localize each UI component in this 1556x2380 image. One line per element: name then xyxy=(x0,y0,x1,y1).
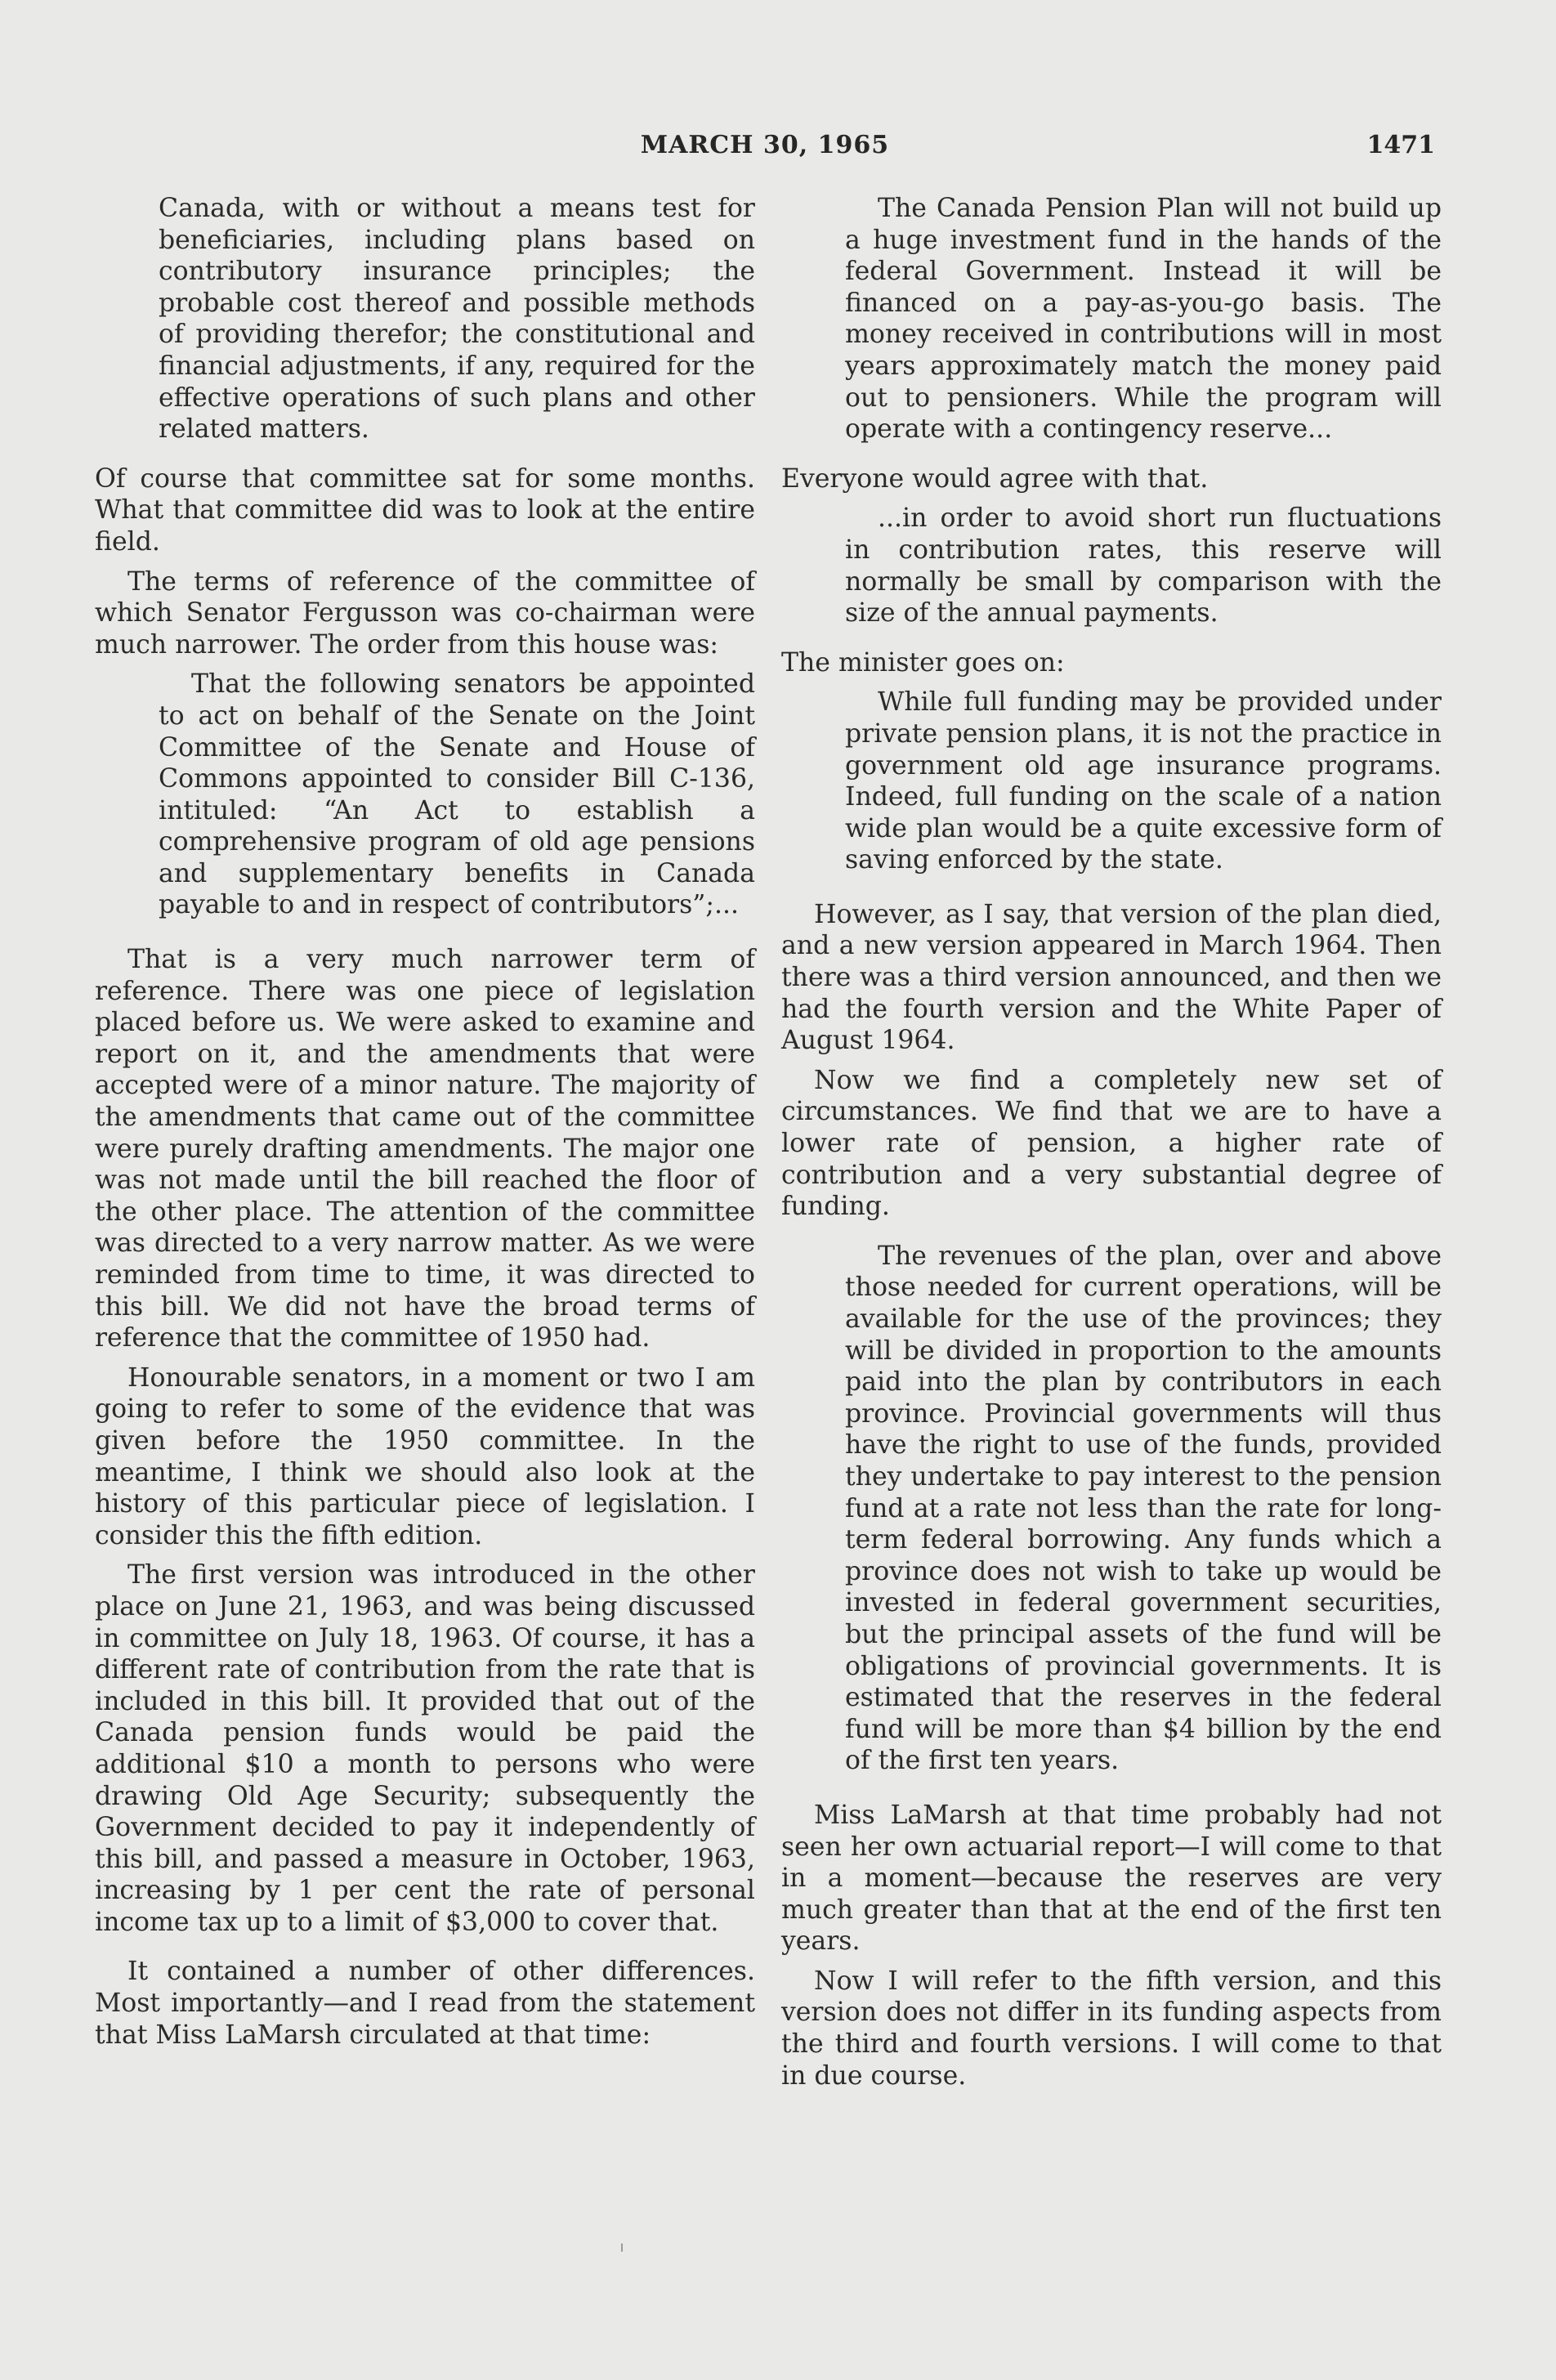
quote-paragraph: That the following senators be appointed to act on behalf of the Senate on the Joint Committee of the Senate and House of Commons appointed to consider Bill C-136, intituled: “An Act to establish a comprehensive program of old age pensions and supplementary benefits in Canada payable to and in respect of contributors”;... xyxy=(159,669,755,920)
body-paragraph: Now we find a completely new set of circumstances. We find that we are to have a lower rate of pension, a higher rate of contribution and a very substantial degree of funding. xyxy=(781,1065,1442,1222)
body-paragraph: Miss LaMarsh at that time probably had not seen her own actuarial report—I will come to that in a moment—because the reserves are very much greater than that at the end of the first ten years. xyxy=(781,1800,1442,1957)
quote-paragraph: ...in order to avoid short run fluctuations in contribution rates, this reserve will normally be small by comparison with the size of the annual payments. xyxy=(845,503,1442,629)
body-paragraph: It contained a number of other differences. Most importantly—and I read from the statement that Miss LaMarsh circulated at that time: xyxy=(95,1957,755,2050)
body-paragraph: The minister goes on: xyxy=(781,647,1065,678)
right-column xyxy=(781,193,1442,2091)
left-column xyxy=(95,193,755,2051)
body-paragraph: The terms of reference of the committee of which Senator Fergusson was co-chairman were much narrower. The order from this house was: xyxy=(95,566,755,660)
body-paragraph: Of course that committee sat for some months. What that committee did was to look at the entire field. xyxy=(95,463,755,557)
header-date: MARCH 30, 1965 xyxy=(640,131,890,159)
body-paragraph: Honourable senators, in a moment or two I am going to refer to some of the evidence that was given before the 1950 committee. In the meantime, I think we should also look at the history of this particular piece of legislation. I consider this the fifth edition. xyxy=(95,1362,755,1550)
body-paragraph: Now I will refer to the fifth version, and this version does not differ in its funding aspects from the third and fourth versions. I will come to that in due course. xyxy=(781,1966,1442,2091)
quote-paragraph: While full funding may be provided under private pension plans, it is not the practice in government old age insurance programs. Indeed, full funding on the scale of a nation wide plan would be a quite excessive form of saving enforced by the state. xyxy=(845,687,1442,875)
page-header xyxy=(95,131,1435,163)
print-speck xyxy=(621,2244,623,2252)
quote-paragraph: The Canada Pension Plan will not build up a huge investment fund in the hands of the federal Government. Instead it will be financed on a pay-as-you-go basis. The money received in contributions will in most years approximately match the money paid out to pensioners. While the program will operate with a contingency reserve... xyxy=(845,194,1442,445)
quote-paragraph: The revenues of the plan, over and above those needed for current operations, will be available for the use of the provinces; they will be divided in proportion to the amounts paid into the plan by contributors in each province. Provincial governments will thus have the right to use of the funds, provided they undertake to pay interest to the pension fund at a rate not less than the rate for long-term federal borrowing. Any funds which a province does not wish to take up would be invested in federal government securities, but the principal assets of the fund will be obligations of provincial governments. It is estimated that the reserves in the federal fund will be more than $4 billion by the end of the first ten years. xyxy=(845,1241,1442,1776)
page-number: 1471 xyxy=(1366,131,1435,159)
body-paragraph: The first version was introduced in the other place on June 21, 1963, and was being discussed in committee on July 18, 1963. Of course, it has a different rate of contribution from the rate that is included in this bill. It provided that out of the Canada pension funds would be paid the additional $10 a month to persons who were drawing Old Age Security; subsequently the Government decided to pay it independently of this bill, and passed a measure in October, 1963, increasing by 1 per cent the rate of personal income tax up to a limit of $3,000 to cover that. xyxy=(95,1560,755,1937)
quote-paragraph: Canada, with or without a means test for beneficiaries, including plans based on contributory insurance principles; the probable cost thereof and possible methods of providing therefor; the constitutional and financial adjustments, if any, required for the effective operations of such plans and other related matters. xyxy=(159,194,755,445)
body-paragraph: Everyone would agree with that. xyxy=(781,463,1209,494)
body-paragraph: However, as I say, that version of the plan died, and a new version appeared in March 1964. Then there was a third version announced, and then we had the fourth version and the White Paper of August 1964. xyxy=(781,899,1442,1056)
body-paragraph: That is a very much narrower term of reference. There was one piece of legislation placed before us. We were asked to examine and report on it, and the amendments that were accepted were of a minor nature. The majority of the amendments that came out of the committee were purely drafting amendments. The major one was not made until the bill reached the floor of the other place. The attention of the committee was directed to a very narrow matter. As we were reminded from time to time, it was directed to this bill. We did not have the broad terms of reference that the committee of 1950 had. xyxy=(95,945,755,1353)
